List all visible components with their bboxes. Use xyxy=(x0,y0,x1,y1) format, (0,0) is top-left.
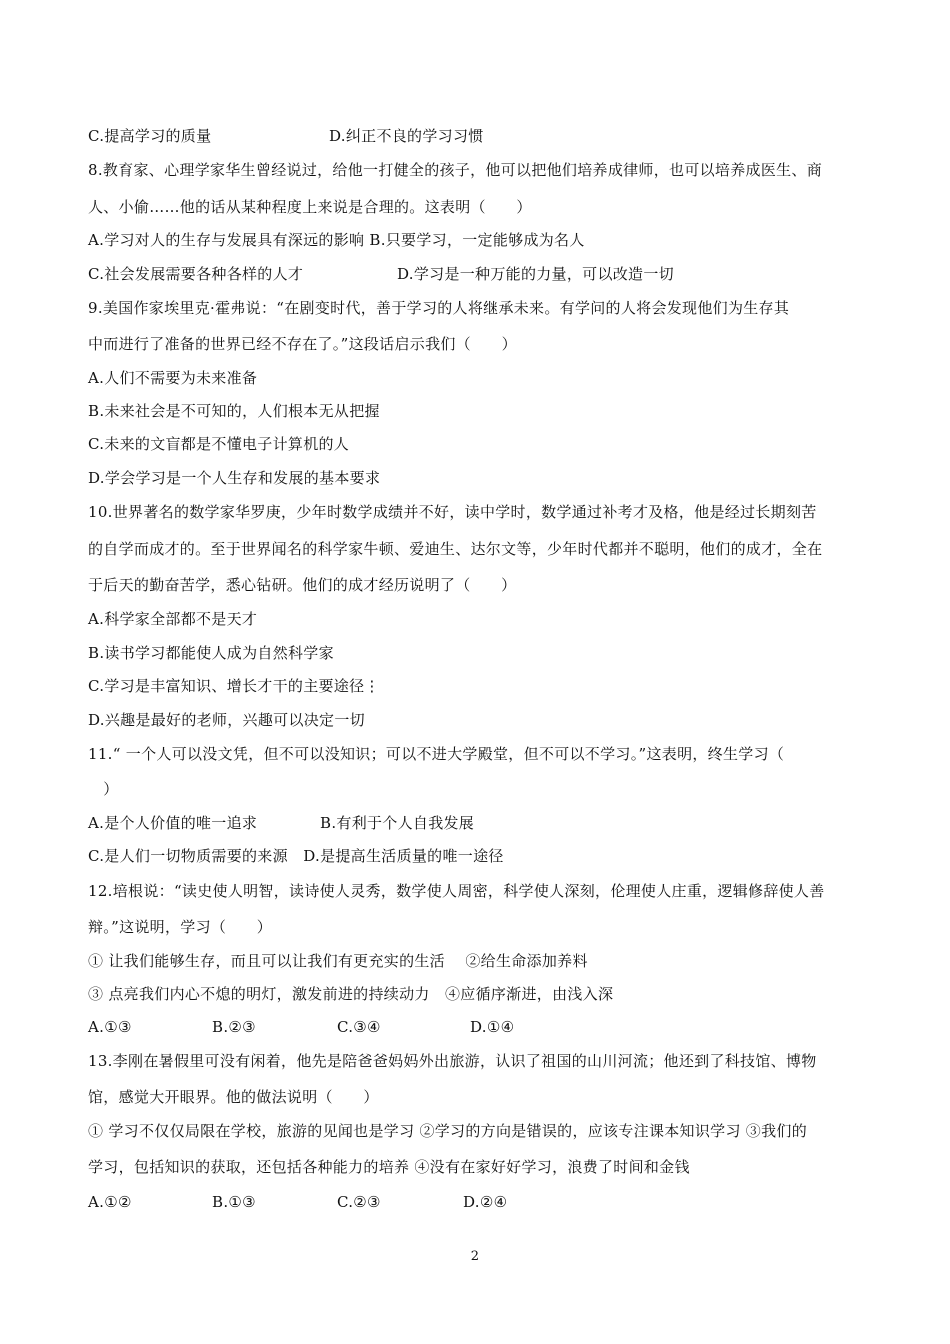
option-line: D.纠正不良的学习习惯 xyxy=(329,127,484,145)
option-c: C.②③ xyxy=(337,1193,381,1211)
option-line: C.社会发展需要各种各样的人才 xyxy=(88,265,304,283)
question-line: 的自学而成才的。至于世界闻名的科学家牛顿、爱迪生、达尔文等，少年时代都并不聪明，他们的成才，全在 xyxy=(88,540,823,558)
statement-line: 学习，包括知识的获取，还包括各种能力的培养 ④没有在家好好学习，浪费了时间和金钱 xyxy=(88,1158,690,1176)
question-line: 人、小偷……他的话从某种程度上来说是合理的。这表明（ ） xyxy=(88,198,532,216)
option-d: D.①④ xyxy=(470,1018,515,1036)
option-c: C.③④ xyxy=(337,1018,381,1036)
option-line: D.学习是一种万能的力量，可以改造一切 xyxy=(397,265,674,283)
option-line: D.兴趣是最好的老师，兴趣可以决定一切 xyxy=(88,711,365,729)
question-line: 馆，感觉大开眼界。他的做法说明（ ） xyxy=(88,1088,379,1106)
option-line: C.学习是丰富知识、增长才干的主要途径⋮ xyxy=(88,677,380,695)
page-number: 2 xyxy=(470,1249,480,1264)
option-line: A.是个人价值的唯一追求 xyxy=(88,814,258,832)
statement-line: ③ 点亮我们内心不熄的明灯，激发前进的持续动力 ④应循序渐进，由浅入深 xyxy=(88,985,614,1003)
question-line: 13.李刚在暑假里可没有闲着，他先是陪爸爸妈妈外出旅游，认识了祖国的山川河流；他还到了科技馆、博物 xyxy=(88,1052,817,1070)
option-line: D.学会学习是一个人生存和发展的基本要求 xyxy=(88,469,381,487)
option-line: A.人们不需要为未来准备 xyxy=(88,369,258,387)
option-d: D.②④ xyxy=(463,1193,508,1211)
option-line: B.未来社会是不可知的，人们根本无从把握 xyxy=(88,402,380,420)
question-line: 辩。”这说明，学习（ ） xyxy=(88,918,273,936)
option-b: B.①③ xyxy=(212,1193,256,1211)
option-line: C.未来的文盲都是不懂电子计算机的人 xyxy=(88,435,350,453)
statement-line: ① 让我们能够生存，而且可以让我们有更充实的生活 ②给生命添加养料 xyxy=(88,952,588,970)
question-line: 9.美国作家埃里克·霍弗说：“在剧变时代，善于学习的人将继承未来。有学问的人将会发现他们为生存其 xyxy=(88,299,790,317)
option-line: C.提高学习的质量 xyxy=(88,127,212,145)
option-a: A.①③ xyxy=(88,1018,132,1036)
option-line: B.读书学习都能使人成为自然科学家 xyxy=(88,644,334,662)
option-line: C.是人们一切物质需要的来源 D.是提高生活质量的唯一途径 xyxy=(88,847,504,865)
question-line: 中而进行了准备的世界已经不存在了。”这段话启示我们（ ） xyxy=(88,335,517,353)
statement-line: ① 学习不仅仅局限在学校，旅游的见闻也是学习 ②学习的方向是错误的，应该专注课本知识学习 ③我们的 xyxy=(88,1122,808,1140)
question-line: 12.培根说：“读史使人明智，读诗使人灵秀，数学使人周密，科学使人深刻，伦理使人庄重，逻辑修辞使人善 xyxy=(88,882,825,900)
question-line: 10.世界著名的数学家华罗庚，少年时数学成绩并不好，读中学时，数学通过补考才及格，他是经过长期刻苦 xyxy=(88,503,817,521)
option-b: B.②③ xyxy=(212,1018,256,1036)
option-line: B.有利于个人自我发展 xyxy=(320,814,475,832)
question-line: 于后天的勤奋苦学，悉心钻研。他们的成才经历说明了（ ） xyxy=(88,576,517,594)
option-a: A.①② xyxy=(88,1193,132,1211)
option-line: A.科学家全部都不是天才 xyxy=(88,610,258,628)
question-line: ） xyxy=(88,780,119,798)
question-line: 11.“ 一个人可以没文凭，但不可以没知识；可以不进大学殿堂，但不可以不学习。”这表明，终生学习（ xyxy=(88,745,785,763)
option-line: A.学习对人的生存与发展具有深远的影响 B.只要学习，一定能够成为名人 xyxy=(88,231,585,249)
question-line: 8.教育家、心理学家华生曾经说过，给他一打健全的孩子，他可以把他们培养成律师，也可以培养成医生、商 xyxy=(88,161,823,179)
